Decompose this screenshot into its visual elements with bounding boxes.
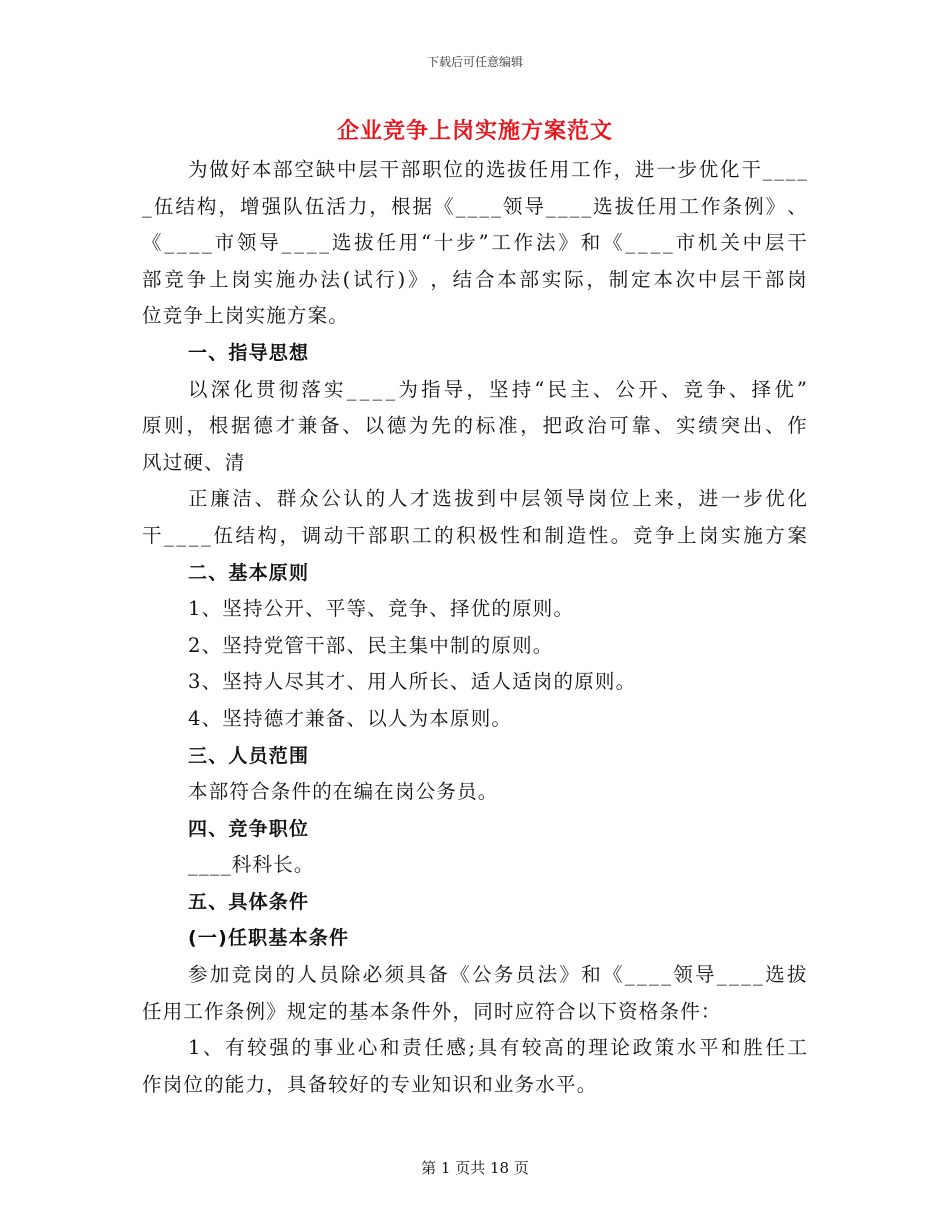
body-line: 本部符合条件的在编在岗公务员。: [188, 780, 499, 804]
document-title: 企业竞争上岗实施方案范文: [336, 119, 613, 144]
body-line: 《 _ _ _ _ 市 领 导 _ _ _ _ 选 拔 任 用 “ 十 步 ” 工 作 法 》 和 《 _ _ _ _ 市 机 关 中 层 干: [142, 231, 807, 255]
body-line: 任用工作条例》规定的基本条件外，同时应符合以下资格条件：: [142, 999, 722, 1023]
body-line: 作岗位的能力，具备较好的专业知识和业务水平。: [142, 1072, 598, 1096]
body-line: 3、坚持人尽其才、用人所长、适人适岗的原则。: [188, 670, 637, 694]
body-line: _ 伍 结 构 ， 增 强 队 伍 活 力 ， 根 据 《 _ _ _ _ 领 导 _ _ _ _ 选 拔 任 用 工 作 条 例 》 、: [142, 194, 807, 218]
body-line: 位竞争上岗实施方案。: [142, 304, 350, 328]
section-heading: (一)任职基本条件: [188, 927, 350, 950]
body-line: 4、坚持德才兼备、以人为本原则。: [188, 706, 513, 730]
section-heading: 二、基本原则: [188, 561, 310, 584]
body-line: 为 做 好 本 部 空 缺 中 层 干 部 职 位 的 选 拔 任 用 工 作 ， 进 一 步 优 化 干 _ _ _ _: [188, 158, 807, 181]
body-line: 以 深 化 贯 彻 落 实 _ _ _ _ 为 指 导 ， 坚 持 “ 民 主 、 公 开 、 竞 争 、 择 优 ”: [188, 377, 807, 401]
body-line: 原 则 ， 根 据 德 才 兼 备 、 以 德 为 先 的 标 准 ， 把 政 治 可 靠 、 实 绩 突 出 、 作: [142, 414, 807, 438]
body-line: ____科科长。: [188, 853, 315, 877]
document-body: [142, 152, 807, 1103]
section-heading: 三、人员范围: [188, 744, 310, 767]
body-line: 1、坚持公开、平等、竞争、择优的原则。: [188, 597, 575, 621]
body-line: 干 _ _ _ _ 伍 结 构 ， 调 动 干 部 职 工 的 积 极 性 和 制 造 性 。 竞 争 上 岗 实 施 方 案: [142, 523, 807, 547]
body-line: 风过硬、清: [142, 450, 246, 474]
body-line: 2、坚持党管干部、民主集中制的原则。: [188, 633, 554, 657]
page-header: 下载后可任意编辑: [426, 55, 523, 69]
body-line: 参 加 竞 岗 的 人 员 除 必 须 具 备 《 公 务 员 法 》 和 《 _ _ _ _ 领 导 _ _ _ _ 选 拔: [188, 963, 807, 987]
body-line: 部 竞 争 上 岗 实 施 办 法 ( 试 行 ) 》 ， 结 合 本 部 实 际 ， 制 定 本 次 中 层 干 部 岗: [142, 267, 807, 291]
section-heading: 五、具体条件: [188, 890, 310, 913]
section-heading: 一、指导思想: [188, 341, 310, 364]
body-line: 1 、 有 较 强 的 事 业 心 和 责 任 感 ; 具 有 较 高 的 理 论 政 策 水 平 和 胜 任 工: [188, 1036, 807, 1060]
body-line: 正 廉 洁 、 群 众 公 认 的 人 才 选 拔 到 中 层 领 导 岗 位 上 来 ， 进 一 步 优 化: [188, 487, 807, 511]
page-footer: 第 1 页共 18 页: [421, 1159, 529, 1177]
section-heading: 四、竞争职位: [188, 817, 310, 840]
